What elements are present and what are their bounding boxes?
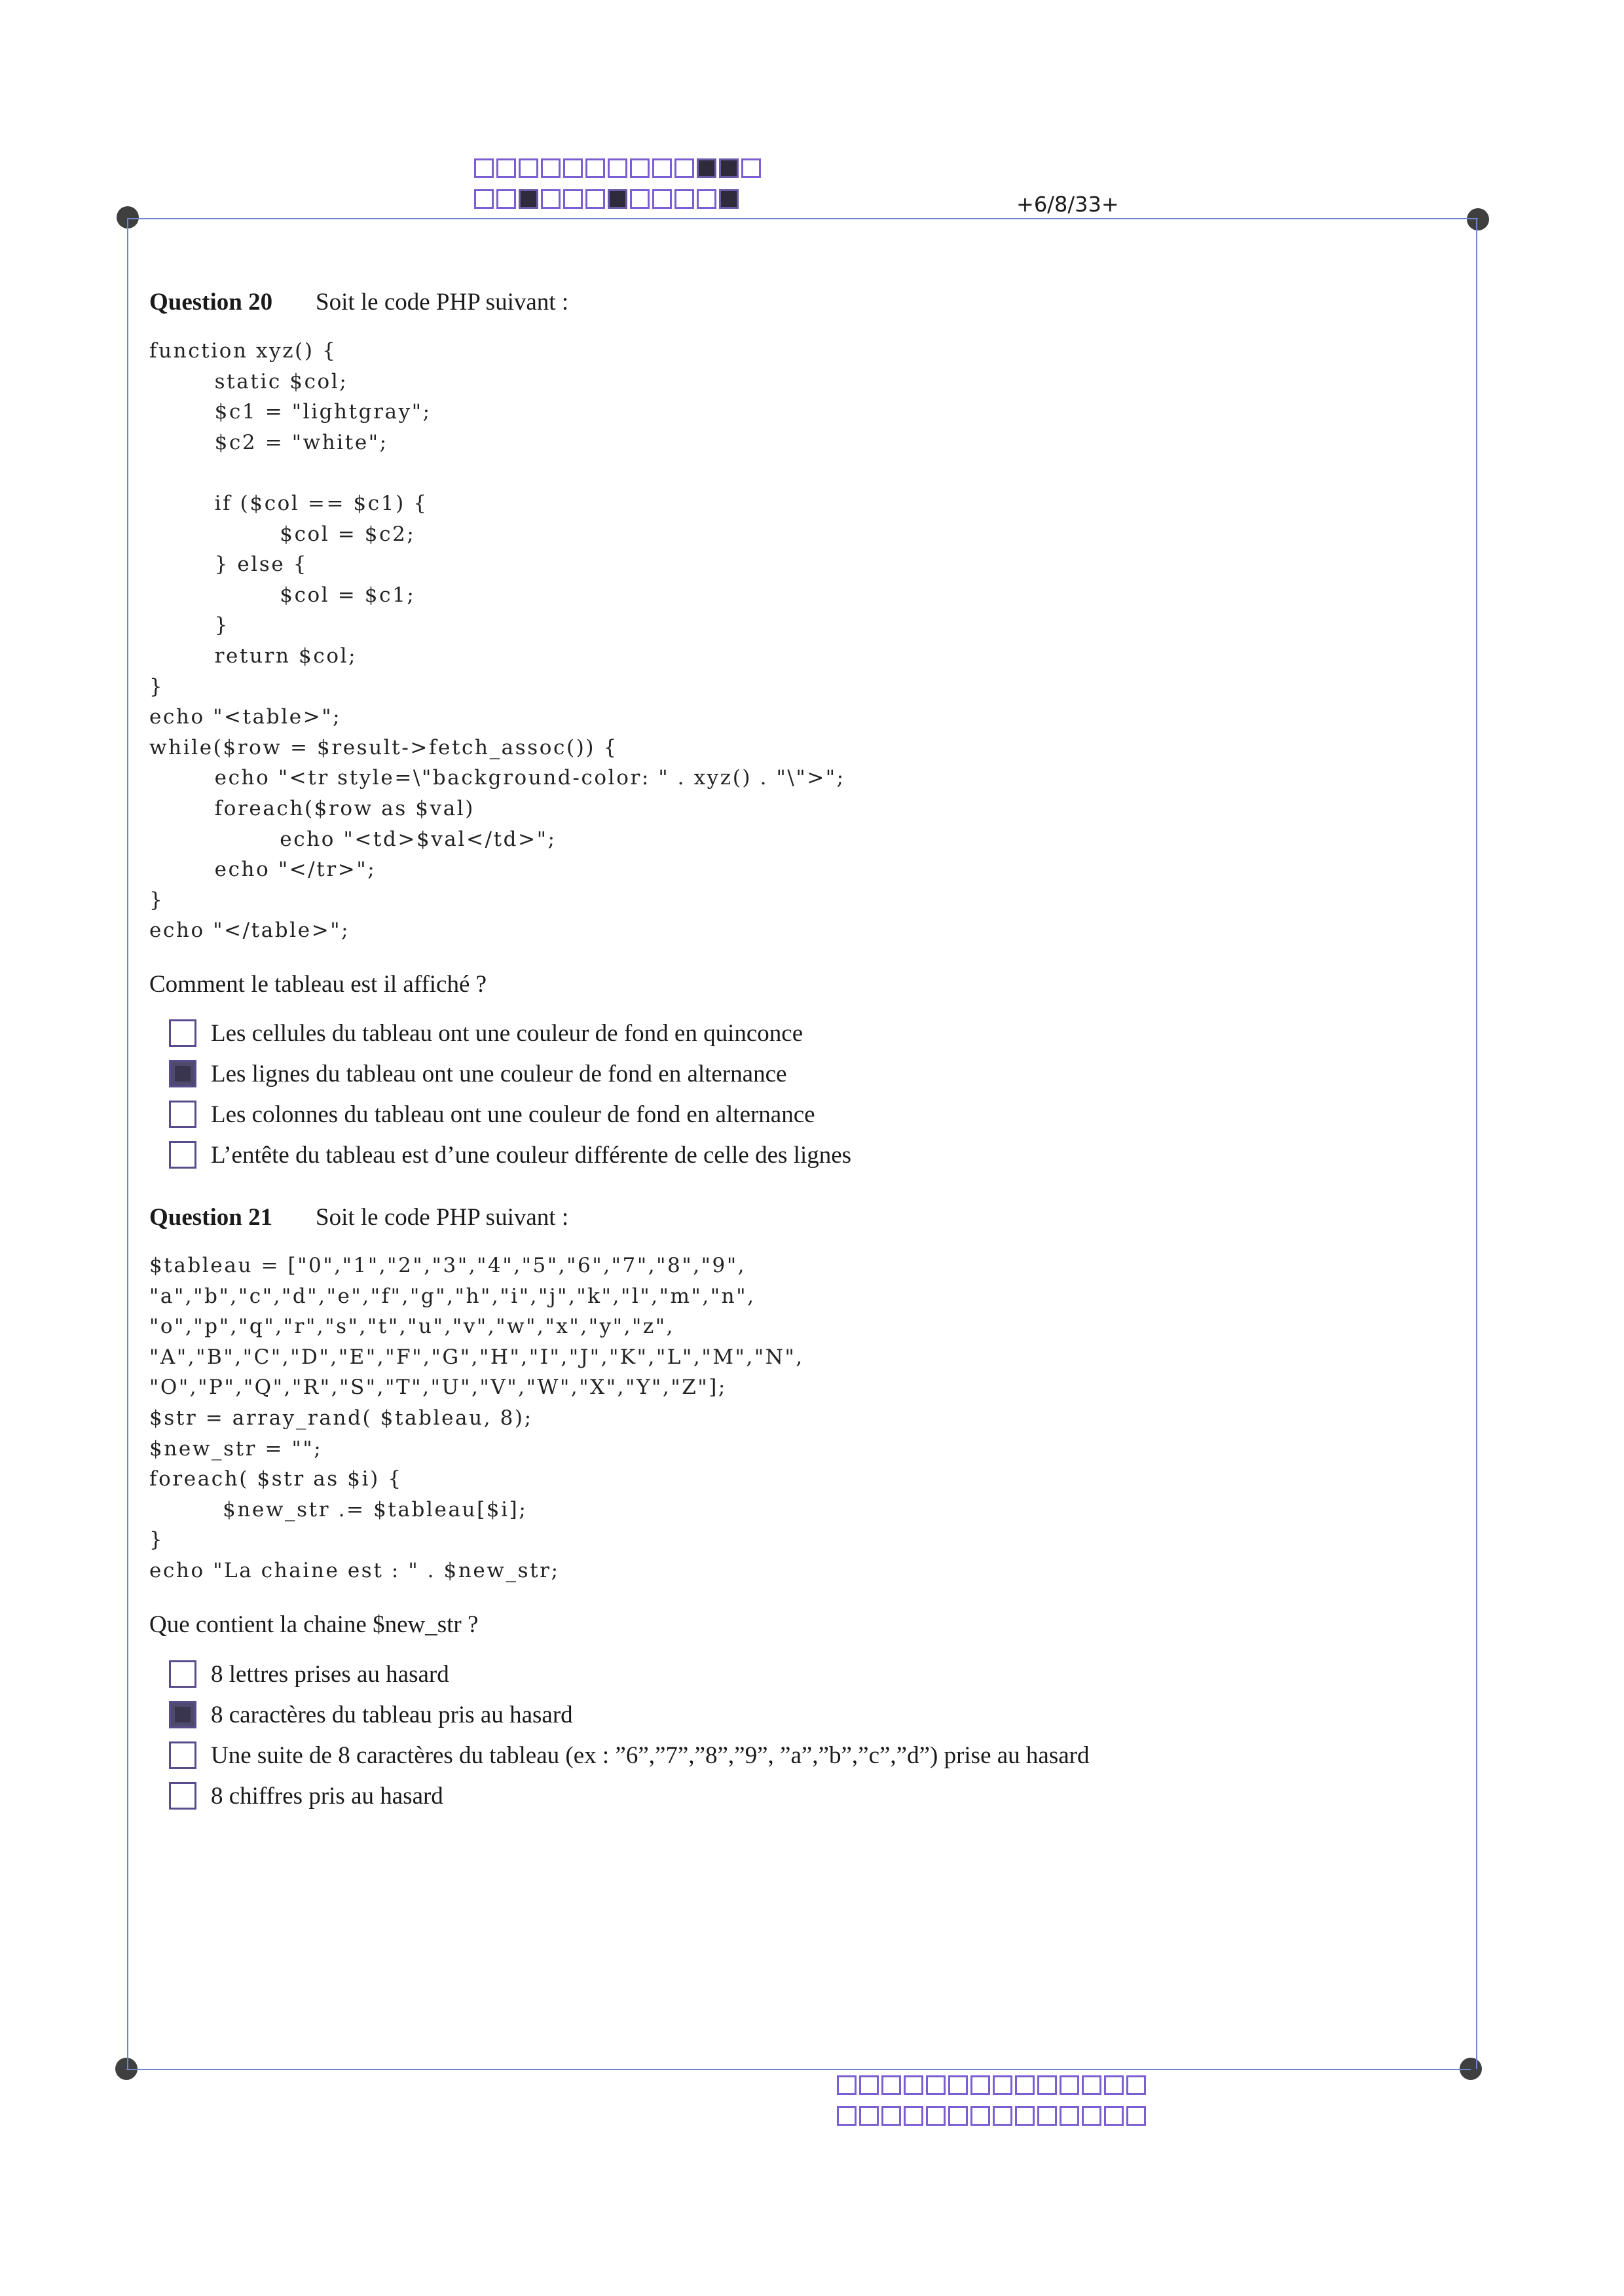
answer-label: Les lignes du tableau ont une couleur de fond en alternance	[211, 1061, 787, 1087]
page-id: +6/8/33+	[1016, 192, 1119, 217]
barcode-cell	[585, 189, 605, 209]
question-20-prompt: Comment le tableau est il affiché ?	[149, 971, 487, 998]
frame-right-line	[1476, 219, 1477, 2069]
answer-label: Les cellules du tableau ont une couleur de fond en quinconce	[211, 1020, 803, 1047]
barcode-cell	[837, 2075, 857, 2095]
answer-label: 8 lettres prises au hasard	[211, 1661, 449, 1688]
barcode-cell	[1104, 2106, 1124, 2126]
barcode-cell	[674, 158, 694, 178]
barcode-cell	[1015, 2075, 1035, 2095]
barcode-cell	[496, 158, 516, 178]
barcode-cell	[474, 158, 494, 178]
question-label: Question 20	[149, 289, 273, 316]
top-barcode-row-1	[474, 158, 764, 178]
barcode-cell	[496, 189, 516, 209]
barcode-cell	[904, 2106, 923, 2126]
bottom-barcode-row-1	[837, 2075, 1149, 2095]
barcode-cell	[741, 158, 761, 178]
barcode-cell	[541, 189, 561, 209]
checkbox[interactable]	[169, 1660, 196, 1688]
barcode-cell	[1060, 2106, 1079, 2126]
top-barcode-row-2	[474, 189, 741, 209]
barcode-cell	[1060, 2075, 1079, 2095]
answer-label: Une suite de 8 caractères du tableau (ex : ”6”,”7”,”8”,”9”, ”a”,”b”,”c”,”d”) prise au hasard	[211, 1742, 1090, 1769]
barcode-cell	[563, 189, 583, 209]
question-text: Soit le code PHP suivant :	[316, 289, 569, 316]
barcode-cell	[926, 2075, 946, 2095]
barcode-cell	[474, 189, 494, 209]
barcode-cell	[1126, 2075, 1146, 2095]
frame-bottom-line	[126, 2069, 1471, 2070]
corner-mark-top-right	[1467, 208, 1489, 230]
barcode-cell	[719, 189, 739, 209]
barcode-cell	[563, 158, 583, 178]
barcode-cell	[1015, 2106, 1035, 2126]
question-21-code: $tableau = ["0","1","2","3","4","5","6","7","8","9", "a","b","c","d","e","f","g","h","i","j","k","l","m","n", "o","p","q","r","s","t","u","v","w","x","y","z", "A","B","C","D","E","F","G","H","I","J","K","L","M","N", "O","P","Q","R","S","T","U","V","W","X","Y","Z"]; $str = array_rand( $tableau, 8); $new_str = ""; foreach( $str as $i) { $new_str .= $tableau[$i]; } echo "La chaine est : " . $new_str;	[149, 1254, 804, 1582]
frame-top-line	[128, 218, 1478, 219]
checkbox[interactable]	[169, 1019, 196, 1047]
barcode-cell	[993, 2075, 1012, 2095]
barcode-cell	[608, 189, 627, 209]
barcode-cell	[674, 189, 694, 209]
checkbox[interactable]	[169, 1101, 196, 1128]
barcode-cell	[948, 2106, 968, 2126]
checkbox[interactable]	[169, 1141, 196, 1169]
barcode-cell	[1082, 2075, 1101, 2095]
barcode-cell	[541, 158, 561, 178]
answer-label: 8 caractères du tableau pris au hasard	[211, 1702, 573, 1728]
checkbox[interactable]	[169, 1741, 196, 1769]
question-20-title	[149, 288, 569, 317]
barcode-cell	[719, 158, 739, 178]
barcode-cell	[904, 2075, 923, 2095]
barcode-cell	[608, 158, 627, 178]
question-label: Question 21	[149, 1204, 273, 1231]
barcode-cell	[1082, 2106, 1101, 2126]
checkbox[interactable]	[169, 1701, 196, 1728]
question-21-prompt: Que contient la chaine $new_str ?	[149, 1611, 479, 1638]
barcode-cell	[697, 158, 716, 178]
barcode-cell	[652, 189, 672, 209]
barcode-cell	[926, 2106, 946, 2126]
question-text: Soit le code PHP suivant :	[316, 1204, 569, 1231]
question-21-title	[149, 1203, 569, 1232]
checkbox[interactable]	[169, 1060, 196, 1087]
checkbox[interactable]	[169, 1782, 196, 1810]
barcode-cell	[970, 2106, 990, 2126]
barcode-cell	[837, 2106, 857, 2126]
answer-label: Les colonnes du tableau ont une couleur de fond en alternance	[211, 1101, 815, 1128]
frame-left-line	[127, 218, 128, 2069]
barcode-cell	[519, 189, 538, 209]
barcode-cell	[652, 158, 672, 178]
barcode-cell	[1037, 2075, 1057, 2095]
barcode-cell	[993, 2106, 1012, 2126]
barcode-cell	[881, 2106, 901, 2126]
barcode-cell	[519, 158, 538, 178]
barcode-cell	[859, 2106, 879, 2126]
barcode-cell	[630, 189, 650, 209]
barcode-cell	[859, 2075, 879, 2095]
barcode-cell	[585, 158, 605, 178]
answer-label: L’entête du tableau est d’une couleur différente de celle des lignes	[211, 1142, 852, 1169]
bottom-barcode-row-2	[837, 2106, 1149, 2126]
barcode-cell	[1037, 2106, 1057, 2126]
barcode-cell	[881, 2075, 901, 2095]
question-20-code: function xyz() { static $col; $c1 = "lightgray"; $c2 = "white"; if ($col == $c1) { $col = $c2; } else { $col = $c1; } return $col; } echo "<table>"; while($row = $result->fetch_assoc()) { echo "<tr style=\"background-color: " . xyz() . "\">"; foreach($row as $val) echo "<td>$val</td>"; echo "</tr>"; } echo "</table>";	[149, 339, 845, 943]
answer-label: 8 chiffres pris au hasard	[211, 1783, 443, 1810]
barcode-cell	[970, 2075, 990, 2095]
barcode-cell	[1104, 2075, 1124, 2095]
barcode-cell	[630, 158, 650, 178]
barcode-cell	[948, 2075, 968, 2095]
barcode-cell	[697, 189, 716, 209]
barcode-cell	[1126, 2106, 1146, 2126]
